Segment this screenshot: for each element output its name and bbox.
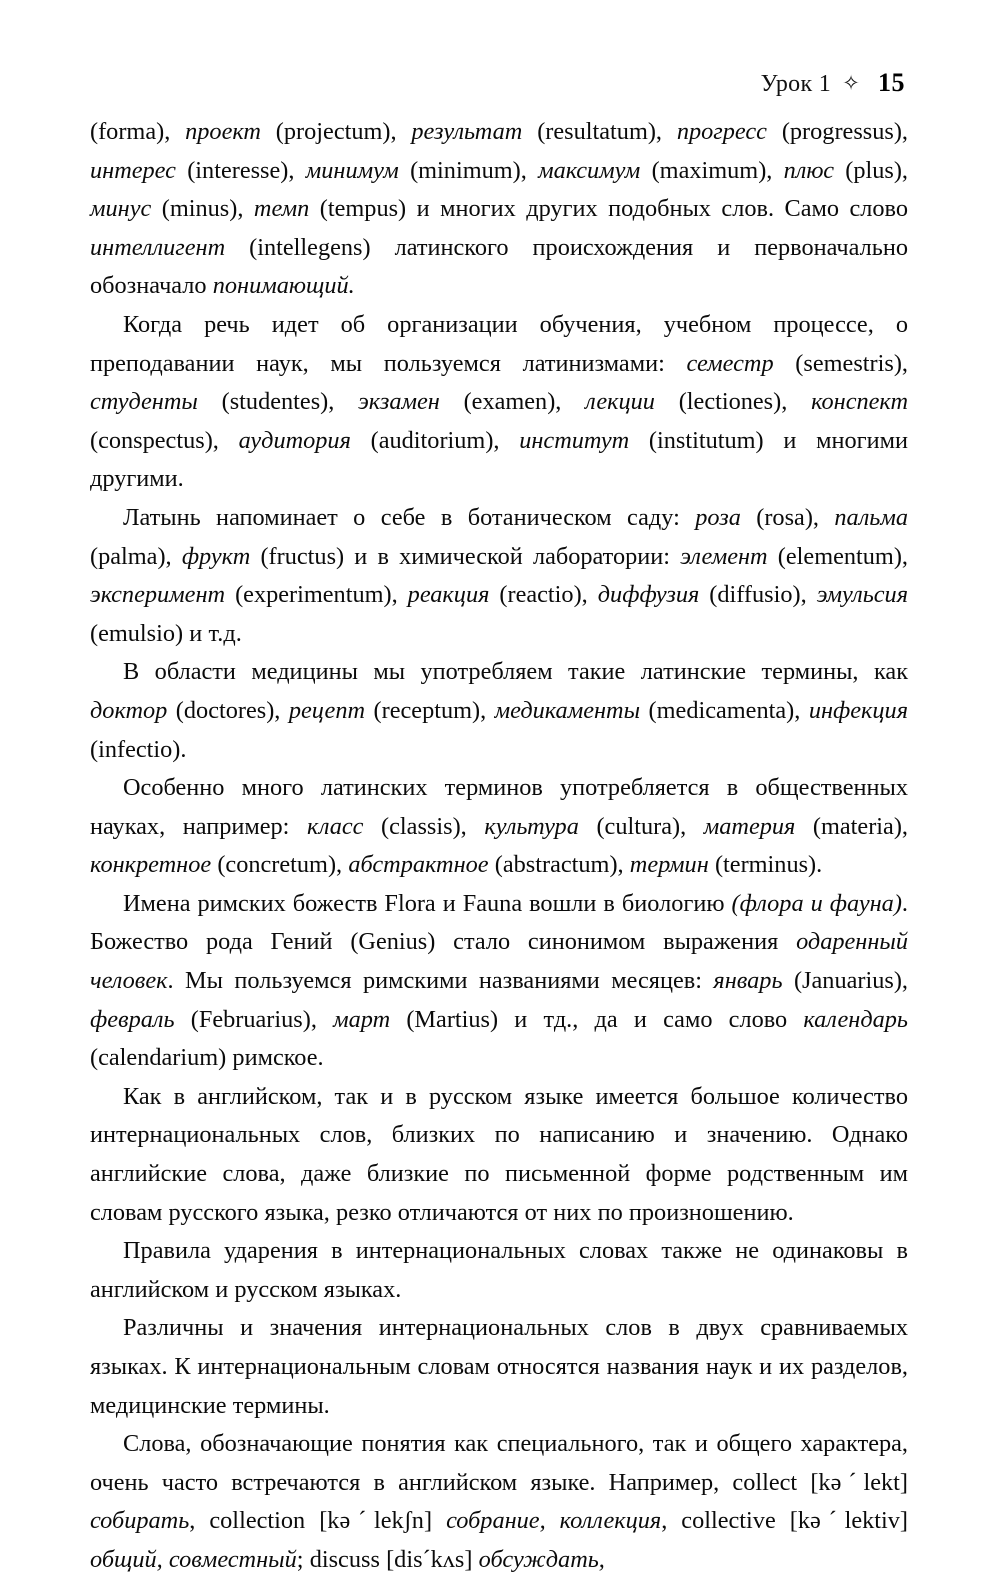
four-pointed-star-icon: ✧	[842, 71, 860, 95]
paragraph: Особенно много латинских терминов употребляется в общественных науках, например: класс (classis), культура (cultura), материя (materia), конкретное (concretum), абстрактное (abstractum), термин (terminus).	[90, 774, 909, 879]
paragraph: Различны и значения интернациональных слов в двух сравниваемых языках. К интернациональным словам относятся названия наук и их разделов, медицинские термины.	[90, 1314, 908, 1419]
paragraph: Латынь напоминает о себе в ботаническом саду: роза (rosa), пальма (palma), фрукт (fructus) и в химической лаборатории: элемент (elementum), эксперимент (experimentum), реакция (reactio), диффузия (diffusio), эмульсия (emulsio) и т.д.	[90, 503, 908, 647]
paragraph: В области медицины мы употребляем такие латинские термины, как доктор (doctores), рецепт (receptum), медикаменты (medicamenta), инфекция (infectio).	[90, 658, 909, 763]
paragraph: Как в английском, так и в русском языке имеется большое количество интернациональных слов, близких по написанию и значению. Однако английские слова, даже близкие по письменной форме родственным им словам русского языка, резко отличаются от них по произношению.	[90, 1082, 908, 1226]
paragraph: Правила ударения в интернациональных словах также не одинаковы в английском и русском языках.	[90, 1237, 908, 1303]
paragraph: Имена римских божеств Flora и Fauna вошли в биологию (флора и фауна). Божество рода Гений (Genius) стало синонимом выражения одаренный человек. Мы пользуемся римскими названиями месяцев: январь (Januarius), февраль (Februarius), март (Martius) и тд., да и само слово календарь (calendarium) римское.	[90, 889, 908, 1072]
page-number: 15	[878, 68, 905, 97]
paragraph: Слова, обозначающие понятия как специального, так и общего характера, очень часто встречаются в английском языке. Например, collect [kəˊlekt] собирать, collection [kəˊlekʃn] собрание, коллекция, collective [kəˊlektiv] общий, совместный; discuss [disˊkʌs] обсуждать,	[90, 1430, 908, 1573]
header-lesson-label: Урок 1	[760, 71, 831, 97]
running-header	[90, 68, 905, 102]
paragraph: Когда речь идет об организации обучения, учебном процессе, о преподавании наук, мы пользуемся латинизмами: семестр (semestris), студенты (studentes), экзамен (examen), лекции (lectiones), конспект (conspectus), аудитория (auditorium), институт (institutum) и многими другими.	[90, 310, 909, 493]
body-text-column	[90, 113, 908, 1580]
paragraph: (forma), проект (projectum), результат (resultatum), прогресс (progressus), интерес (interesse), минимум (minimum), максимум (maximum), плюс (plus), минус (minus), темп (tempus) и многих других подобных слов. Само слово интеллигент (intellegens) латинского происхождения и первоначально обозначало понимающий.	[90, 118, 909, 300]
